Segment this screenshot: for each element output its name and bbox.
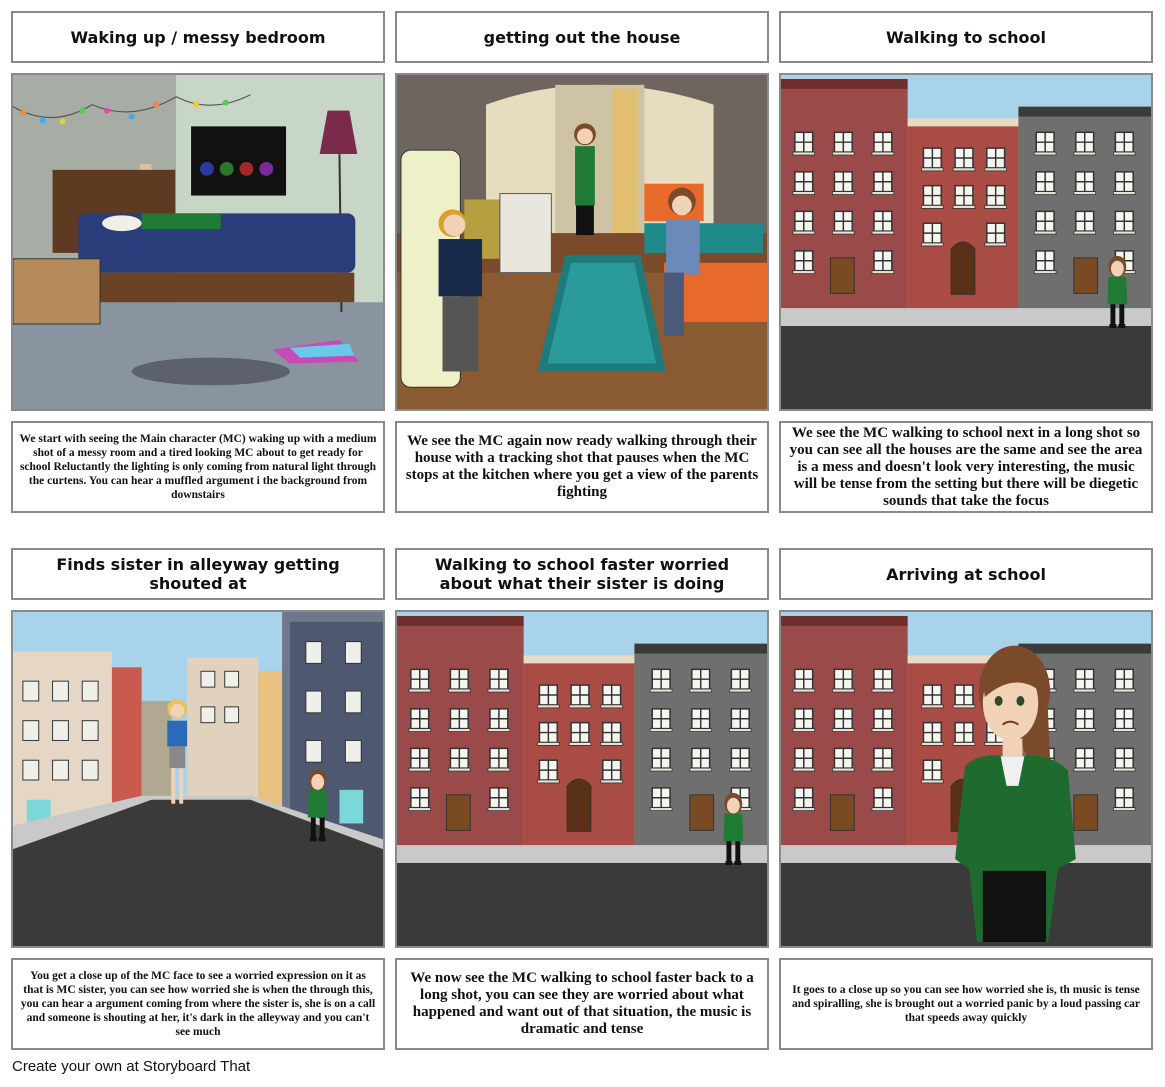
panel-3-image-street <box>779 73 1153 411</box>
panel-2-description: We see the MC again now ready walking through their house with a tracking shot that pauses when the MC stops at the kitchen where you get a view of the parents fighting <box>405 433 759 500</box>
panel-1-title-box <box>11 11 385 63</box>
panel-1-title: Waking up / messy bedroom <box>70 27 326 47</box>
panel-5-description-box <box>395 958 769 1050</box>
panel-5-description: We now see the MC walking to school faster back to a long shot, you can see they are worried about what happened and want out of that situation, the music is dramatic and tense <box>410 970 754 1037</box>
panel-4-description: You get a close up of the MC face to see a worried expression on it as that is MC sister, you can see how worried she is when the through this, you can hear a argument coming from where the sister is, she is on a call and someone is shouting at her, it's dark in the alleyway and you can't see much <box>20 970 376 1038</box>
panel-3-title-box <box>779 11 1153 63</box>
panel-6-title: Arriving at school <box>886 564 1046 584</box>
panel-4-image-alleyway <box>11 610 385 948</box>
panel-1-image-bedroom <box>11 73 385 411</box>
panel-6-description: It goes to a close up so you can see how worried she is, th music is tense and spiralling, she is brought out a worried panic by a loud passing car that speeds away quickly <box>791 984 1141 1024</box>
panel-5-title-box <box>395 548 769 600</box>
panel-3-description-box <box>779 421 1153 513</box>
panel-2-description-box <box>395 421 769 513</box>
panel-6-description-box <box>779 958 1153 1050</box>
panel-2-title: getting out the house <box>483 27 681 47</box>
panel-2-image-kitchen <box>395 73 769 411</box>
panel-5-image-street <box>395 610 769 948</box>
panel-5-title: Walking to school faster worried about what their sister is doing <box>434 555 730 593</box>
panel-3-description: We see the MC walking to school next in a long shot so you can see all the houses are the same and see the area is a mess and doesn't look very interesting, the music will be tense from the setting but there will be diegetic sounds that take the focus <box>789 424 1143 509</box>
panel-1-description: We start with seeing the Main character (MC) waking up with a medium shot of a messy room and a tired looking MC about to get ready for school Reluctantly the lighting is only coming from natural light through the curtens. You can hear a muffled argument i the background from downstairs <box>19 433 377 501</box>
panel-6-title-box <box>779 548 1153 600</box>
panel-4-title: Finds sister in alleyway getting shouted at <box>56 555 340 593</box>
panel-4-title-box <box>11 548 385 600</box>
panel-3-title: Walking to school <box>886 27 1046 47</box>
panel-1-description-box <box>11 421 385 513</box>
panel-4-description-box <box>11 958 385 1050</box>
panel-6-image-closeup <box>779 610 1153 948</box>
footer-credit: Create your own at Storyboard That <box>12 1058 251 1075</box>
panel-2-title-box <box>395 11 769 63</box>
